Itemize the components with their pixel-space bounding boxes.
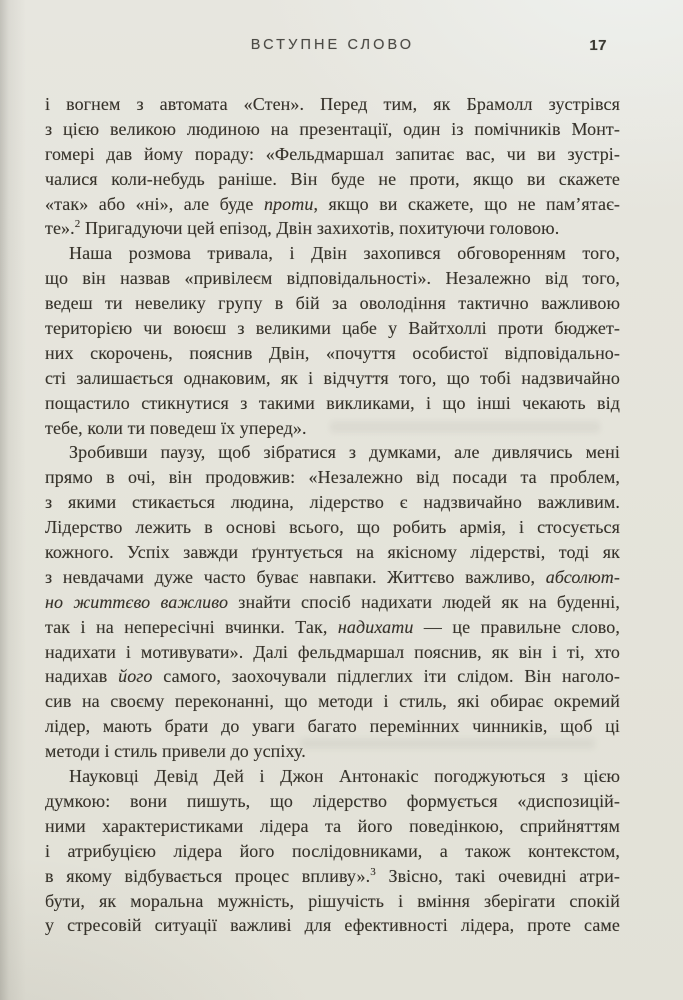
text-line: чалися коли-небудь раніше. Він буде не проти, якщо ви скажете bbox=[45, 168, 620, 189]
footnote-reference: 2 bbox=[74, 218, 81, 231]
text-line: в якому відбувається процес впливу».$^3$ Звісно, такі очевидні атри- bbox=[45, 865, 620, 886]
paragraph bbox=[45, 440, 620, 764]
page-number: 17 bbox=[589, 37, 607, 54]
text-line: пощастило стикнутися з такими викликами, і що інші чекають від bbox=[45, 392, 620, 413]
text-line: сті залишається однаковим, як і відчуття того, що тобі надзвичайно bbox=[45, 367, 620, 388]
text-line: но життєво важливо знайти спосіб надихати людей як на буденні, bbox=[45, 591, 620, 612]
footnote-reference: 3 bbox=[370, 865, 376, 878]
text-line: з невдачами дуже часто буває навпаки. Життєво важливо, абсолют- bbox=[45, 566, 620, 587]
text-line: у стресовій ситуації важливі для ефективності лідера, проте саме bbox=[45, 915, 620, 936]
paragraph bbox=[45, 241, 620, 440]
text-line: Науковці Девід Дей і Джон Антонакіс погоджуються з цією bbox=[69, 766, 620, 787]
page-header bbox=[45, 37, 620, 59]
running-head: ВСТУПНЕ СЛОВО bbox=[250, 37, 415, 53]
text-line: кожного. Успіх завжди ґрунтується на якісному лідерстві, тоді як bbox=[45, 542, 620, 563]
text-line: територією чи воюєш з великими цабе у Вайтхоллі проти бюджет- bbox=[45, 318, 620, 339]
text-line: прямо в очі, він продовжив: «Незалежно від посади та проблем, bbox=[45, 467, 620, 488]
text-line: Наша розмова тривала, і Двін захопився обговоренням того, bbox=[69, 243, 620, 264]
text-line: з цією великою людиною на презентації, один із помічників Монт- bbox=[45, 118, 620, 139]
text-line: тебе, коли ти поведеш їх уперед». bbox=[45, 417, 307, 438]
text-line: «так» або «ні», але буде проти, якщо ви скажете, що не пам’ятає- bbox=[45, 193, 620, 214]
text-line: Зробивши паузу, щоб зібратися з думками, але дивлячись мені bbox=[69, 442, 620, 463]
text-line: них скорочень, пояснив Двін, «почуття особистої відповідально- bbox=[45, 342, 620, 363]
text-line: і атрибуцією лідера його послідовниками, а також контекстом, bbox=[45, 840, 620, 861]
text-line: методи і стиль привели до успіху. bbox=[45, 741, 306, 762]
text-line: те».$^2$ Пригадуючи цей епізод, Двін захихотів, похитуючи головою. bbox=[45, 218, 560, 239]
text-line: гомері дав йому пораду: «Фельдмаршал запитає вас, чи ви зустрі- bbox=[45, 143, 620, 164]
text-line: ведеш ти невелику групу в бій за оволодіння тактично важливою bbox=[45, 293, 620, 314]
body-text bbox=[45, 92, 620, 938]
text-line: думкою: вони пишуть, що лідерство формується «диспозицій- bbox=[45, 790, 620, 811]
text-line: так і на непересічні вчинки. Так, надихати — це правильне слово, bbox=[45, 616, 620, 637]
text-line: з якими стикається людина, лідерство є надзвичайно важливим. bbox=[45, 492, 620, 513]
text-line: що він назвав «привілеєм відповідальності». Незалежно від того, bbox=[45, 268, 620, 289]
paragraph bbox=[45, 92, 620, 241]
text-line: лідер, мають брати до уваги багато перемінних чинників, щоб ці bbox=[45, 716, 620, 737]
text-line: ними характеристиками лідера та його поведінкою, сприйняттям bbox=[45, 815, 620, 836]
text-line: надихати і мотивувати». Далі фельдмаршал пояснив, як він і ті, хто bbox=[45, 641, 620, 662]
paragraph bbox=[45, 764, 620, 938]
text-line: Лідерство лежить в основі всього, що робить армія, і стосується bbox=[45, 517, 620, 538]
text-line: сив на своєму переконанні, що методи і стиль, які обирає окремий bbox=[45, 691, 620, 712]
text-line: бути, як моральна мужність, рішучість і вміння зберігати спокій bbox=[45, 890, 620, 911]
text-line: надихав його самого, заохочували підлеглих іти слідом. Він наголо- bbox=[45, 666, 620, 687]
text-line: і вогнем з автомата «Стен». Перед тим, як Брамолл зустрівся bbox=[45, 94, 620, 114]
